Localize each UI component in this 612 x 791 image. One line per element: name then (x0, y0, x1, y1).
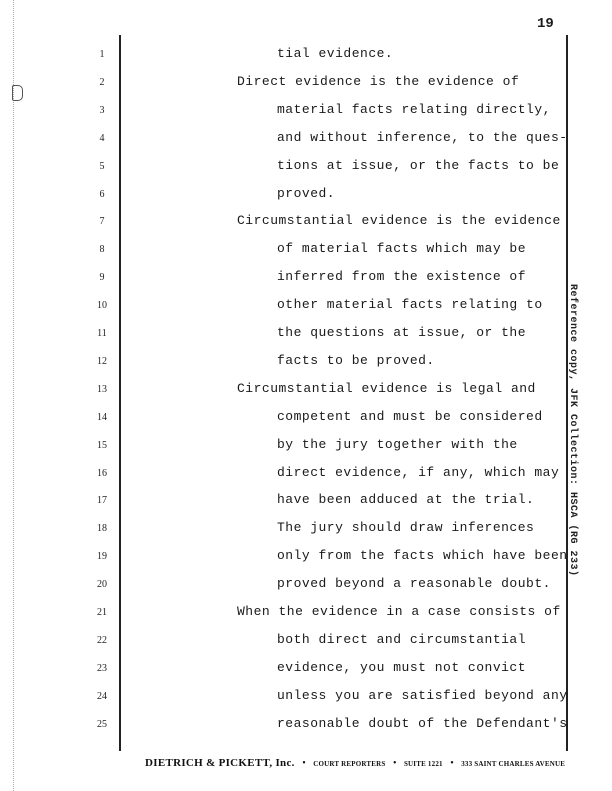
transcript-line: Circumstantial evidence is legal and (237, 380, 536, 396)
line-number: 14 (97, 411, 107, 423)
line-number: 15 (97, 439, 107, 451)
line-number: 1 (99, 49, 105, 60)
page-edge-line (13, 0, 14, 791)
footer-suite: SUITE 1221 (403, 760, 443, 768)
transcript-line: the questions at issue, or the (277, 325, 527, 340)
line-number: 22 (97, 634, 107, 646)
line-number: 18 (97, 523, 107, 535)
line-number: 21 (97, 607, 107, 618)
line-number: 8 (99, 244, 105, 256)
transcript-line: direct evidence, if any, which may (277, 464, 560, 480)
line-number: 12 (97, 355, 107, 367)
footer-separator: • (302, 758, 306, 769)
reference-copy-stamp: Reference copy, JFK Collection: HSCA (RG 233) (567, 284, 578, 577)
line-number: 5 (99, 160, 105, 172)
footer-address: 333 SAINT CHARLES AVENUE (461, 760, 566, 768)
line-number: 9 (99, 272, 105, 284)
footer-separator: • (392, 758, 397, 769)
footer-role: COURT REPORTERS (313, 760, 386, 768)
transcript-line: only from the facts which have been (277, 548, 568, 564)
transcript-line: competent and must be considered (277, 408, 543, 424)
transcript-line: proved beyond a reasonable doubt. (277, 576, 551, 592)
transcript-line: of material facts which may be (277, 241, 527, 257)
transcript-line: by the jury together with the (277, 436, 518, 452)
transcript-line: other material facts relating to (277, 297, 543, 313)
line-number: 6 (99, 188, 105, 200)
transcript-line: tions at issue, or the facts to be (277, 157, 560, 173)
line-number: 17 (97, 495, 107, 507)
transcript-line: proved. (277, 185, 336, 201)
binder-clip-mark (12, 85, 23, 101)
page-number: 19 (537, 16, 554, 32)
line-number: 19 (97, 551, 107, 563)
line-number: 2 (99, 76, 105, 88)
footer-firm: DIETRICH & PICKETT, Inc. (145, 757, 295, 769)
page-footer (145, 757, 565, 769)
transcript-line: Circumstantial evidence is the evidence (237, 213, 561, 229)
transcript-line: reasonable doubt of the Defendant's (277, 715, 568, 731)
line-number: 4 (99, 132, 105, 144)
line-number: 23 (97, 662, 107, 674)
line-number: 24 (97, 690, 107, 702)
line-number: 25 (97, 718, 107, 730)
line-number: 13 (97, 383, 107, 395)
transcript-line: and without inference, to the ques- (277, 129, 568, 145)
transcript-line: have been adduced at the trial. (277, 492, 535, 508)
transcript-line: unless you are satisfied beyond any (277, 687, 568, 703)
transcript-line: both direct and circumstantial (277, 631, 527, 647)
transcript-line: facts to be proved. (277, 352, 435, 368)
transcript-line: The jury should draw inferences (277, 520, 535, 536)
transcript-line: Direct evidence is the evidence of (237, 73, 520, 89)
transcript-line: inferred from the existence of (277, 269, 527, 285)
line-number: 3 (99, 104, 105, 116)
line-number: 7 (99, 216, 105, 228)
line-number: 11 (97, 328, 107, 339)
line-number: 20 (97, 579, 107, 591)
footer-separator: • (450, 758, 454, 769)
line-number: 10 (97, 300, 107, 312)
transcript-line: When the evidence in a case consists of (237, 604, 561, 619)
line-number: 16 (97, 467, 107, 479)
transcript-line: material facts relating directly, (277, 101, 551, 117)
transcript-line: evidence, you must not convict (277, 659, 527, 675)
transcript-line: tial evidence. (277, 46, 394, 61)
